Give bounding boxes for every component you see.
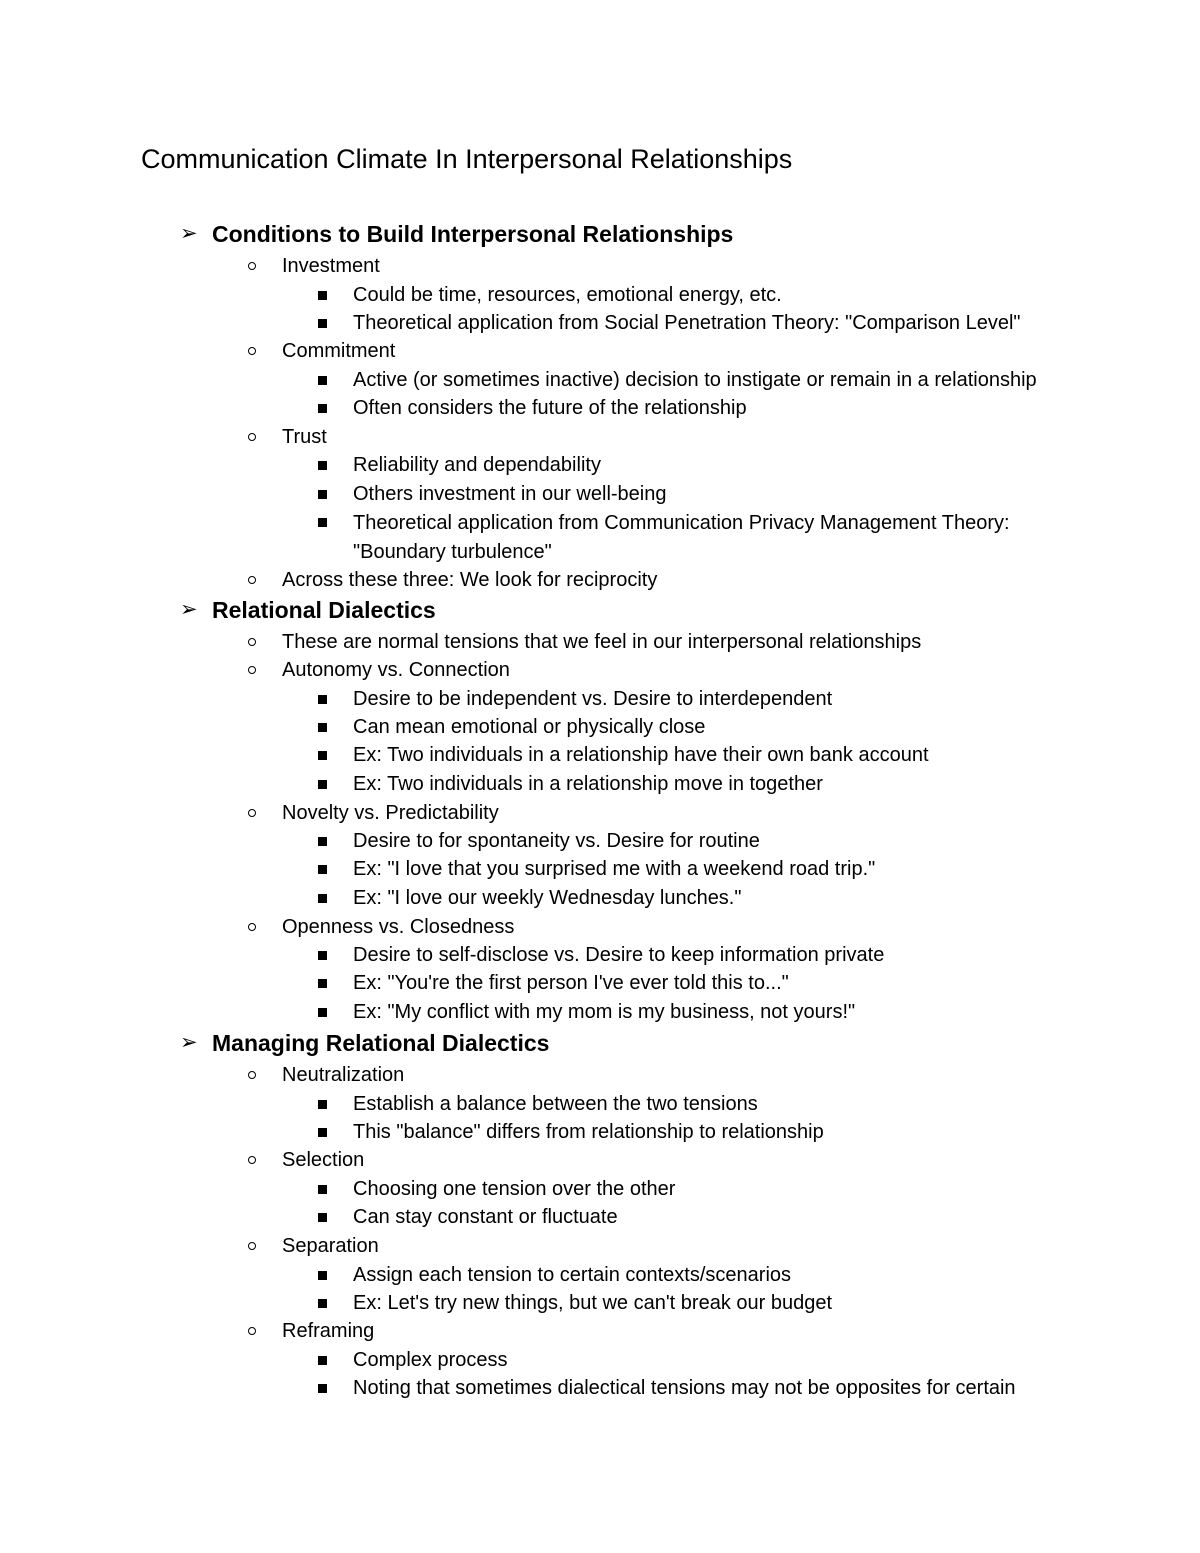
document-title: Communication Climate In Interpersonal Relationships [141, 144, 793, 174]
square-bullet-icon [318, 518, 327, 527]
arrow-bullet-icon: ➢ [180, 1031, 198, 1054]
hollow-circle-bullet-icon [248, 666, 256, 674]
square-bullet-icon [318, 751, 327, 760]
square-bullet-icon [318, 461, 327, 470]
square-bullet-icon [318, 1100, 327, 1109]
arrow-bullet-icon: ➢ [180, 222, 198, 245]
square-bullet-icon [318, 1213, 327, 1222]
hollow-circle-bullet-icon [248, 809, 256, 817]
hollow-circle-bullet-icon [248, 433, 256, 441]
hollow-circle-bullet-icon [248, 1156, 256, 1164]
square-bullet-icon [318, 1356, 327, 1365]
square-bullet-icon [318, 780, 327, 789]
hollow-circle-bullet-icon [248, 347, 256, 355]
hollow-circle-bullet-icon [248, 1071, 256, 1079]
square-bullet-icon [318, 1008, 327, 1017]
square-bullet-icon [318, 319, 327, 328]
square-bullet-icon [318, 490, 327, 499]
hollow-circle-bullet-icon [248, 262, 256, 270]
square-bullet-icon [318, 376, 327, 385]
hollow-circle-bullet-icon [248, 638, 256, 646]
square-bullet-icon [318, 1384, 327, 1393]
document-page: Communication Climate In Interpersonal Relationships ➢ Conditions to Build Interpersonal Relationships Investment Could be time, resources, emotional energy, etc. Theoretical application from Social Penetration Theory: "Comparison Level" Commitment Active (or sometimes inactive) decision to instigate or remain in a relationship Often considers the future of the relationship Trust Reliability and dependability Others investment in our well-being Theoretical application from Communication Privacy Management Theory: "Boundary turbulence" Across these three: We look for reciprocity ➢ Relational Dialectics These are normal tensions that we feel in our interpersonal relationships Autonomy vs. Connection Desire to be independent vs. Desire to interdependent Can mean emotional or physically close Ex: Two individuals in a relationship have their own bank account Ex: Two individuals in a relationship move in together Novelty vs. Predictability Desire to for spontaneity vs. Desire for routine Ex: "I love that you surprised me with a weekend road trip." Ex: "I love our weekly Wednesday lunches." Openness vs. Closedness Desire to self-disclose vs. Desire to keep information private Ex: "You're the first person I've ever told this to..." Ex: "My conflict with my mom is my business, not yours!" ➢ Managing Relational Dialectics Neutralization Establish a balance between the two tensions This "balance" differs from relationship to relationship Selection Choosing one tension over the other Can stay constant or fluctuate Separation Assign each tension to certain contexts/scenarios Ex: Let's try new things, but we can't break our budget Reframing Complex process Noting that sometimes dialectical tensions may not be opposites for certain [0, 0, 1200, 1553]
hollow-circle-bullet-icon [248, 1242, 256, 1250]
square-bullet-icon [318, 837, 327, 846]
square-bullet-icon [318, 1185, 327, 1194]
square-bullet-icon [318, 404, 327, 413]
hollow-circle-bullet-icon [248, 576, 256, 584]
square-bullet-icon [318, 291, 327, 300]
square-bullet-icon [318, 1271, 327, 1280]
square-bullet-icon [318, 979, 327, 988]
hollow-circle-bullet-icon [248, 923, 256, 931]
square-bullet-icon [318, 695, 327, 704]
square-bullet-icon [318, 1299, 327, 1308]
arrow-bullet-icon: ➢ [180, 598, 198, 621]
square-bullet-icon [318, 1128, 327, 1137]
hollow-circle-bullet-icon [248, 1327, 256, 1335]
square-bullet-icon [318, 865, 327, 874]
square-bullet-icon [318, 723, 327, 732]
square-bullet-icon [318, 894, 327, 903]
square-bullet-icon [318, 951, 327, 960]
